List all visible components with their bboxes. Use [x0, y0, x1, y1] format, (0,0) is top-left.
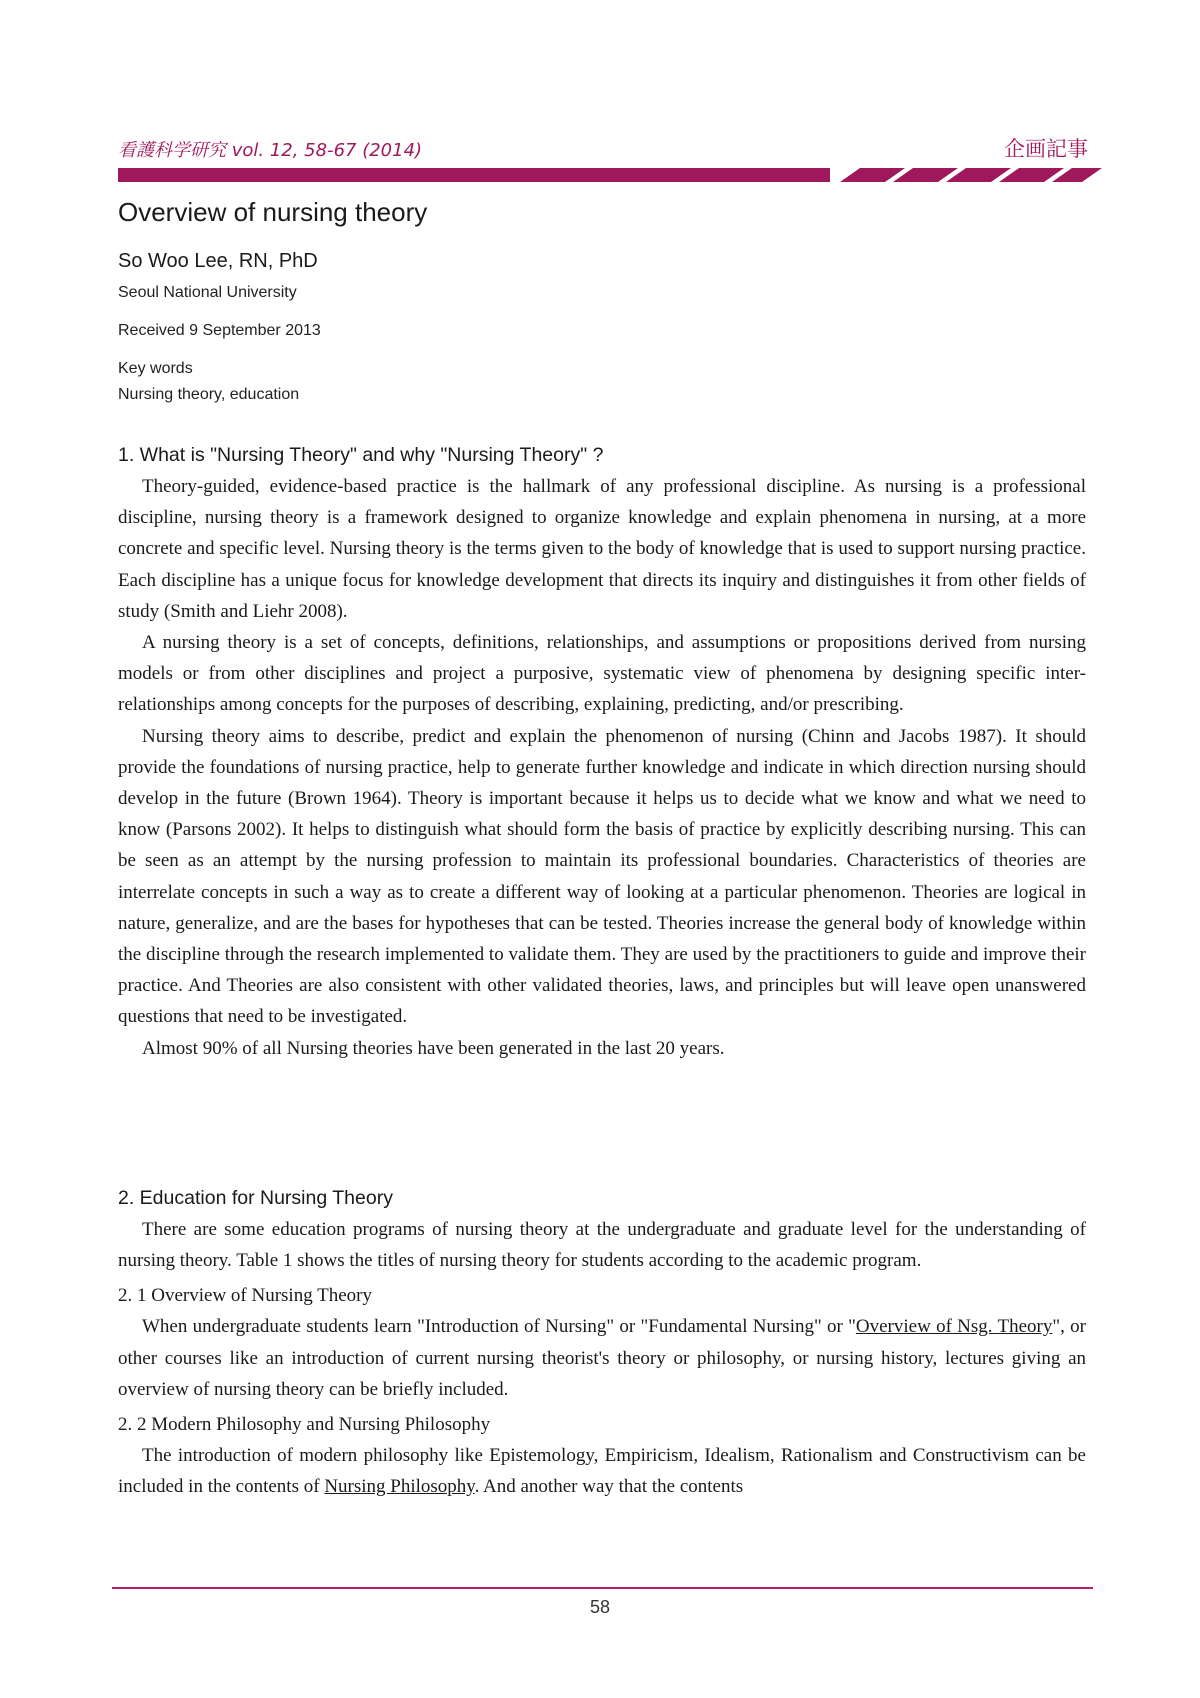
paragraph: [118, 1440, 1086, 1502]
nursing-philosophy-link[interactable]: Nursing Philosophy: [324, 1476, 475, 1498]
section-2: [118, 1183, 1086, 1502]
article-category: 企画記事: [1004, 137, 1088, 161]
author-name: So Woo Lee, RN, PhD: [118, 250, 318, 272]
section-1: [118, 440, 1086, 1064]
affiliation: Seoul National University: [118, 284, 297, 301]
header-bar-stripe: [946, 168, 1011, 182]
subsection-2-2-heading: 2. 2 Modern Philosophy and Nursing Philosophy: [118, 1414, 491, 1436]
header-bar-stripe: [999, 168, 1064, 182]
paragraph: Almost 90% of all Nursing theories have been generated in the last 20 years.: [142, 1037, 725, 1059]
page-number: 58: [589, 1597, 611, 1617]
header-divider-bar: [118, 166, 1108, 184]
text-run: . And another way that the contents: [474, 1476, 744, 1498]
article-title: Overview of nursing theory: [118, 197, 428, 227]
text-run: The introduction of modern philosophy like Epistemology, Empiricism, Idealism, Rationalism and Constructivism can be included in the contents of: [118, 1445, 1086, 1498]
overview-nsg-theory-link[interactable]: Overview of Nsg. Theory: [855, 1316, 1053, 1338]
paragraph: A nursing theory is a set of concepts, definitions, relationships, and assumptions or propositions derived from nursing models or from other disciplines and project a purposive, systematic view of phenomena by designing specific inter-relationships among concepts for the purposes of describing, explaining, predicting, and/or prescribing.: [118, 632, 1086, 716]
text-run: ", or other courses like an introduction of current nursing theorist's theory or philosophy, or nursing history, lectures giving an overview of nursing theory can be briefly included.: [118, 1316, 1086, 1400]
header-bar-stripe: [840, 168, 905, 182]
section-2-heading: 2. Education for Nursing Theory: [118, 1187, 393, 1209]
header-bar-solid: [118, 168, 830, 182]
keywords-label: Key words: [118, 360, 193, 377]
subsection-2-1-heading: 2. 1 Overview of Nursing Theory: [118, 1285, 372, 1307]
section-1-heading: 1. What is "Nursing Theory" and why "Nursing Theory" ?: [118, 444, 604, 466]
keywords: Nursing theory, education: [118, 386, 300, 403]
text-run: When undergraduate students learn "Introduction of Nursing" or "Fundamental Nursing" or ": [142, 1316, 856, 1338]
paragraph: Nursing theory aims to describe, predict and explain the phenomenon of nursing (Chinn and Jacobs 1987). It should provide the foundations of nursing practice, help to generate further knowledge and indicate in which direction nursing should develop in the future (Brown 1964). Theory is important because it helps us to decide what we know and what we need to know (Parsons 2002). It helps to distinguish what should form the basis of practice by explicitly describing nursing. This can be seen as an attempt by the nursing profession to maintain its professional boundaries. Characteristics of theories are interrelate concepts in such a way as to create a different way of looking at a particular phenomenon. Theories are logical in nature, generalize, and are the bases for hypotheses that can be tested. Theories increase the general body of knowledge within the discipline through the research implemented to validate them. They are used by the practitioners to guide and improve their practice. And Theories are also consistent with other validated theories, laws, and principles but will leave open unanswered questions that need to be investigated.: [118, 725, 1086, 1028]
footer-divider: [112, 1587, 1093, 1589]
paragraph: [118, 1311, 1086, 1405]
paragraph: Theory-guided, evidence-based practice is the hallmark of any professional discipline. As nursing is a professional discipline, nursing theory is a framework designed to organize knowledge and explain phenomena in nursing, at a more concrete and specific level. Nursing theory is the terms given to the body of knowledge that is used to support nursing practice. Each discipline has a unique focus for knowledge development that directs its inquiry and distinguishes it from other fields of study (Smith and Liehr 2008).: [118, 476, 1086, 622]
journal-header: 看護科学研究 vol. 12, 58-67 (2014): [118, 140, 423, 161]
paragraph: There are some education programs of nursing theory at the undergraduate and graduate level for the understanding of nursing theory. Table 1 shows the titles of nursing theory for students according to the academic program.: [118, 1219, 1086, 1272]
received-date: Received 9 September 2013: [118, 322, 321, 339]
header-bar-stripe: [893, 168, 958, 182]
